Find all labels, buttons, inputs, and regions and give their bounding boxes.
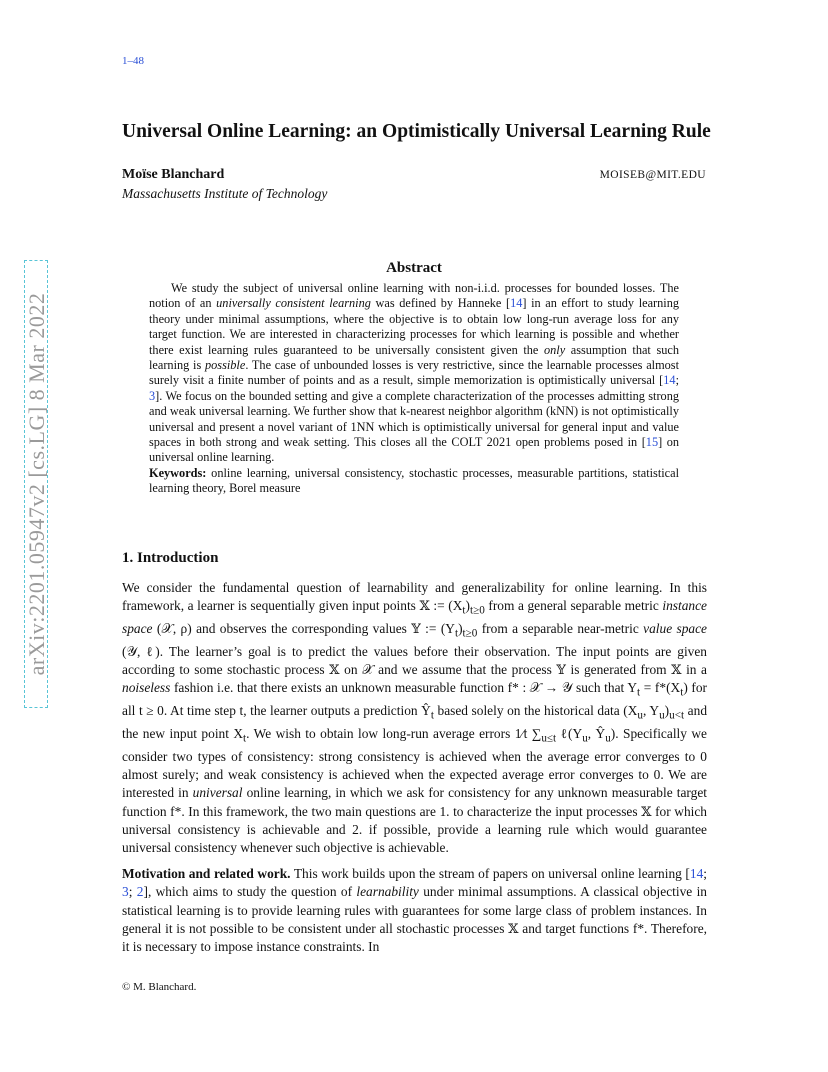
abstract-text: was defined by Hanneke [: [370, 296, 511, 311]
page-range-label: 1–48: [122, 55, 144, 67]
author-affiliation: Massachusetts Institute of Technology: [122, 186, 328, 201]
subscript: u: [605, 732, 611, 745]
citation-link[interactable]: 3: [149, 388, 156, 403]
emphasis: value space: [643, 621, 707, 637]
abstract-emphasis: only: [543, 342, 566, 357]
text: ℓ(Y: [556, 726, 583, 742]
emphasis: universal: [192, 785, 243, 801]
citation-link[interactable]: 14: [689, 866, 704, 882]
text: We consider the fundamental question of learnability and generalizability for online learning. In this framework, a learner is sequentially given input points 𝕏 := (X: [122, 580, 707, 614]
text: fashion i.e. that there exists an unknown measurable function f* : 𝒳 → 𝒴 such that Y: [170, 680, 638, 696]
copyright-notice: © M. Blanchard.: [122, 981, 197, 993]
abstract-paragraph: [149, 281, 679, 466]
abstract-text: We study the subject of universal online learning with non-i.i.d. processes for bounded losses. The notion of an: [149, 281, 679, 311]
subscript: t: [462, 604, 466, 617]
citation-separator: ;: [703, 866, 708, 882]
subscript: t: [243, 732, 247, 745]
abstract-text: ]. We focus on the bounded setting and give a complete characterization of the processes admitting strong and weak universal learning. We further show that k-nearest neighbor algorithm (kNN) is not optimistically universal and present a novel variant of 1NN which is optimistically universal for general input and value spaces in both strong and weak setting. This closes all the COLT 2021 open problems posed in [: [149, 388, 679, 450]
citation-separator: ;: [675, 373, 679, 388]
text: This work builds upon the stream of papers on universal online learning [: [290, 866, 690, 882]
text: under minimal assumptions. A classical objective in statistical learning is to provide learning rules with guarantees for some large class of problem instances. In general it is not possible to be consistent under all stochastic processes 𝕏 and target functions f*. Therefore, it is necessary to impose instance constraints. In: [122, 884, 707, 955]
abstract-text: ] in an effort to study learning theory under minimal assumptions, where the objective is to obtain low long-run average loss for any target function. We are interested in characterizing processes for which learning is possible and whether there exist learning rules guaranteed to be universally consistent given the: [149, 296, 679, 357]
text: ∑: [527, 726, 542, 742]
keywords-label: Keywords:: [149, 465, 207, 480]
citation-link[interactable]: 15: [645, 435, 659, 450]
section-heading-introduction: 1. Introduction: [122, 550, 219, 566]
text: , Y: [642, 703, 660, 719]
text: (𝒴, ℓ). The learner’s goal is to predict the values before their observation. The input points are given according to some stochastic process 𝕏 on 𝒳 and we assume that the process 𝕐 is generated from 𝕏 in a: [122, 643, 707, 678]
subscript: u: [659, 709, 665, 722]
abstract-emphasis: possible: [205, 358, 246, 373]
introduction-body: [122, 579, 707, 964]
subscript: u<t: [669, 709, 685, 722]
subscript: t: [637, 687, 641, 700]
emphasis: instance space: [122, 598, 707, 637]
abstract-text: ] on universal online learning.: [149, 435, 679, 465]
arxiv-stamp[interactable]: [26, 260, 50, 708]
text: and the new input point X: [122, 703, 708, 742]
text: ): [664, 703, 670, 719]
text: ): [465, 598, 470, 614]
emphasis: noiseless: [122, 680, 171, 696]
keywords: [149, 466, 679, 497]
citation-link[interactable]: 2: [136, 884, 144, 900]
text: ). Specifically we consider two types of consistency: strong consistency is achieved when the average error converges to 0 almost surely; and weak consistency is achieved when the expected average error converges to 0. We are interested in: [122, 726, 707, 801]
subscript: u: [637, 709, 643, 722]
abstract-text: assumption that such learning is: [149, 342, 679, 373]
abstract-text: . The case of unbounded losses is very restrictive, since the learnable processes almost surely visit a finite number of points and as a result, simple memorization is optimistically universal [: [149, 358, 679, 388]
subscript: t: [454, 627, 459, 640]
text: from a separable near-metric: [477, 621, 644, 637]
keywords-list: online learning, universal consistency, stochastic processes, measurable partitions, statistical learning theory, Borel measure: [149, 465, 679, 496]
citation-link[interactable]: 3: [122, 884, 129, 900]
text: . We wish to obtain low long-run average errors: [246, 726, 515, 742]
abstract-heading: Abstract: [386, 260, 442, 276]
text: ): [458, 621, 463, 637]
intro-paragraph-1: [122, 579, 707, 857]
arxiv-stamp-text: arXiv:2201.05947v2 [cs.LG] 8 Mar 2022: [24, 260, 48, 708]
subscript: t: [680, 687, 684, 700]
subscript: t≥0: [469, 604, 485, 617]
author-email: MOISEB@MIT.EDU: [599, 169, 706, 181]
text: ], which aims to study the question of: [143, 884, 357, 900]
text: based solely on the historical data (X: [433, 703, 638, 719]
text: from a general separable metric: [484, 598, 663, 614]
text: = f*(X: [640, 680, 681, 696]
paragraph-heading: Motivation and related work.: [122, 866, 291, 882]
citation-separator: ;: [128, 884, 137, 900]
subscript: t≥0: [462, 627, 478, 640]
subscript: u: [582, 732, 588, 745]
text: online learning, in which we ask for consistency for any unknown measurable target function f*. In this framework, the two main questions are 1. to characterize the input processes 𝕏 for which universal consistency is achievable and 2. if possible, provide a learning rule which would guarantee universal consistency whenever such objective is achievable.: [122, 785, 707, 855]
abstract-body: [149, 281, 679, 497]
citation-link[interactable]: 14: [663, 373, 676, 388]
abstract-emphasis: universally consistent learning: [216, 296, 371, 311]
text: ) for all t ≥ 0. At time step t, the learner outputs a prediction Ŷ: [122, 680, 708, 719]
paper-title: Universal Online Learning: an Optimistically Universal Learning Rule: [122, 121, 711, 142]
subscript: t: [430, 709, 434, 722]
text: (𝒳, ρ) and observes the corresponding values 𝕐 := (Y: [152, 621, 455, 637]
author-name: Moïse Blanchard: [122, 167, 225, 182]
subscript: u≤t: [541, 732, 557, 745]
emphasis: learnability: [356, 884, 419, 900]
intro-paragraph-2: [122, 865, 707, 956]
citation-link[interactable]: 14: [510, 296, 523, 311]
fraction: 1⁄t: [514, 726, 528, 742]
text: , Ŷ: [587, 726, 606, 742]
